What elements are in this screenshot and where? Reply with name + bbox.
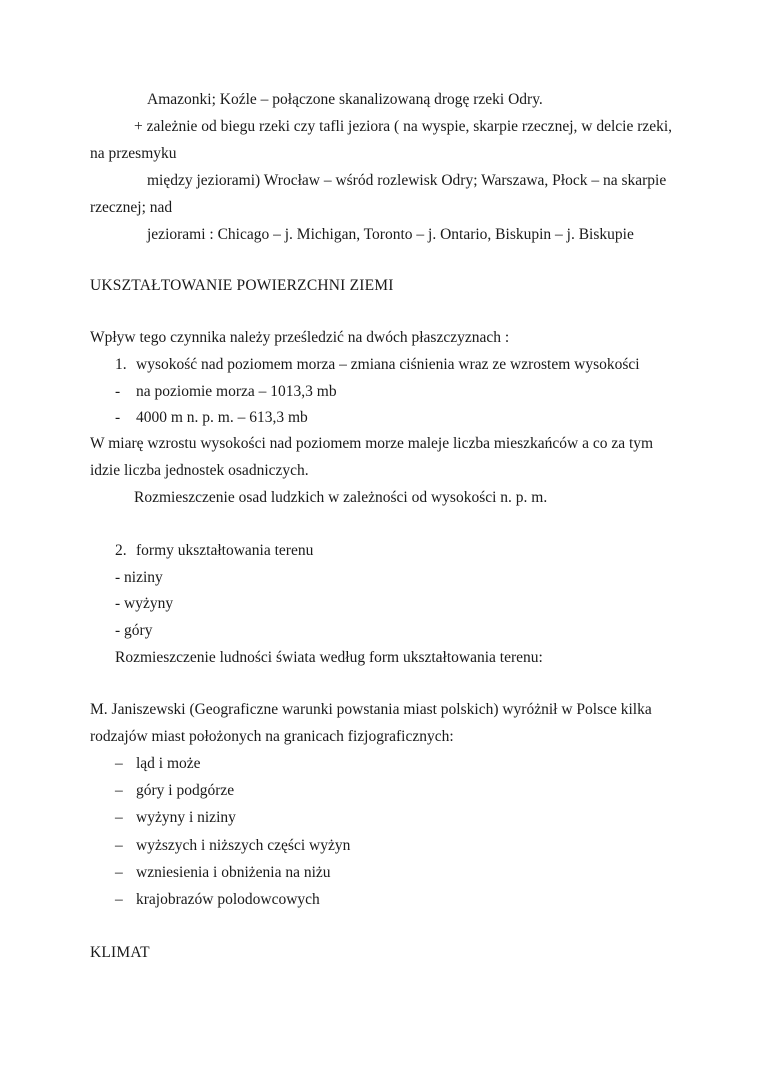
paragraph-line: na przesmyku [90,145,177,162]
list-dash: - [115,383,121,400]
paragraph-line: idzie liczba jednostek osadniczych. [90,462,309,479]
paragraph-line: jeziorami : Chicago – j. Michigan, Toronto – j. Ontario, Biskupin – j. Biskupie [147,226,634,243]
list-number: 2. [115,542,127,559]
list-item: - niziny [115,569,163,586]
section-heading: UKSZTAŁTOWANIE POWIERZCHNI ZIEMI [90,277,394,294]
paragraph-line: + zależnie od biegu rzeki czy tafli jeziora ( na wyspie, skarpie rzecznej, w delcie rzeki, [134,118,673,135]
caption-text: Rozmieszczenie osad ludzkich w zależności od wysokości n. p. m. [134,489,548,506]
list-item: wzniesienia i obniżenia na niżu [136,864,331,881]
list-item: - góry [115,622,153,639]
paragraph-line: rzecznej; nad [90,199,173,216]
list-dash: – [115,864,123,881]
list-item: na poziomie morza – 1013,3 mb [136,383,337,400]
list-item: formy ukształtowania terenu [136,542,314,559]
section-heading: KLIMAT [90,944,150,961]
list-item: 4000 m n. p. m. – 613,3 mb [136,409,308,426]
intro-text: Wpływ tego czynnika należy prześledzić na dwóch płaszczyznach : [90,329,510,346]
list-dash: – [115,809,123,826]
list-number: 1. [115,356,127,373]
paragraph-line: między jeziorami) Wrocław – wśród rozlewisk Odry; Warszawa, Płock – na skarpie [147,172,667,189]
list-item: wyższych i niższych części wyżyn [136,837,351,854]
paragraph-line: M. Janiszewski (Geograficzne warunki powstania miast polskich) wyróżnił w Polsce kilka [90,701,652,718]
list-dash: – [115,755,123,772]
caption-text: Rozmieszczenie ludności świata według form ukształtowania terenu: [115,649,543,666]
list-item: - wyżyny [115,595,174,612]
paragraph-line: W miarę wzrostu wysokości nad poziomem morze maleje liczba mieszkańców a co za tym [90,435,654,452]
list-dash: – [115,782,123,799]
list-item: krajobrazów polodowcowych [136,891,320,908]
list-dash: – [115,837,123,854]
paragraph-line: rodzajów miast położonych na granicach fizjograficznych: [90,728,454,745]
list-item: ląd i może [136,755,201,772]
paragraph-line: Amazonki; Koźle – połączone skanalizowaną drogę rzeki Odry. [147,91,543,108]
list-dash: – [115,891,123,908]
list-dash: - [115,409,121,426]
list-item: wysokość nad poziomem morza – zmiana ciśnienia wraz ze wzrostem wysokości [136,356,640,373]
list-item: góry i podgórze [136,782,235,799]
list-item: wyżyny i niziny [136,809,236,826]
